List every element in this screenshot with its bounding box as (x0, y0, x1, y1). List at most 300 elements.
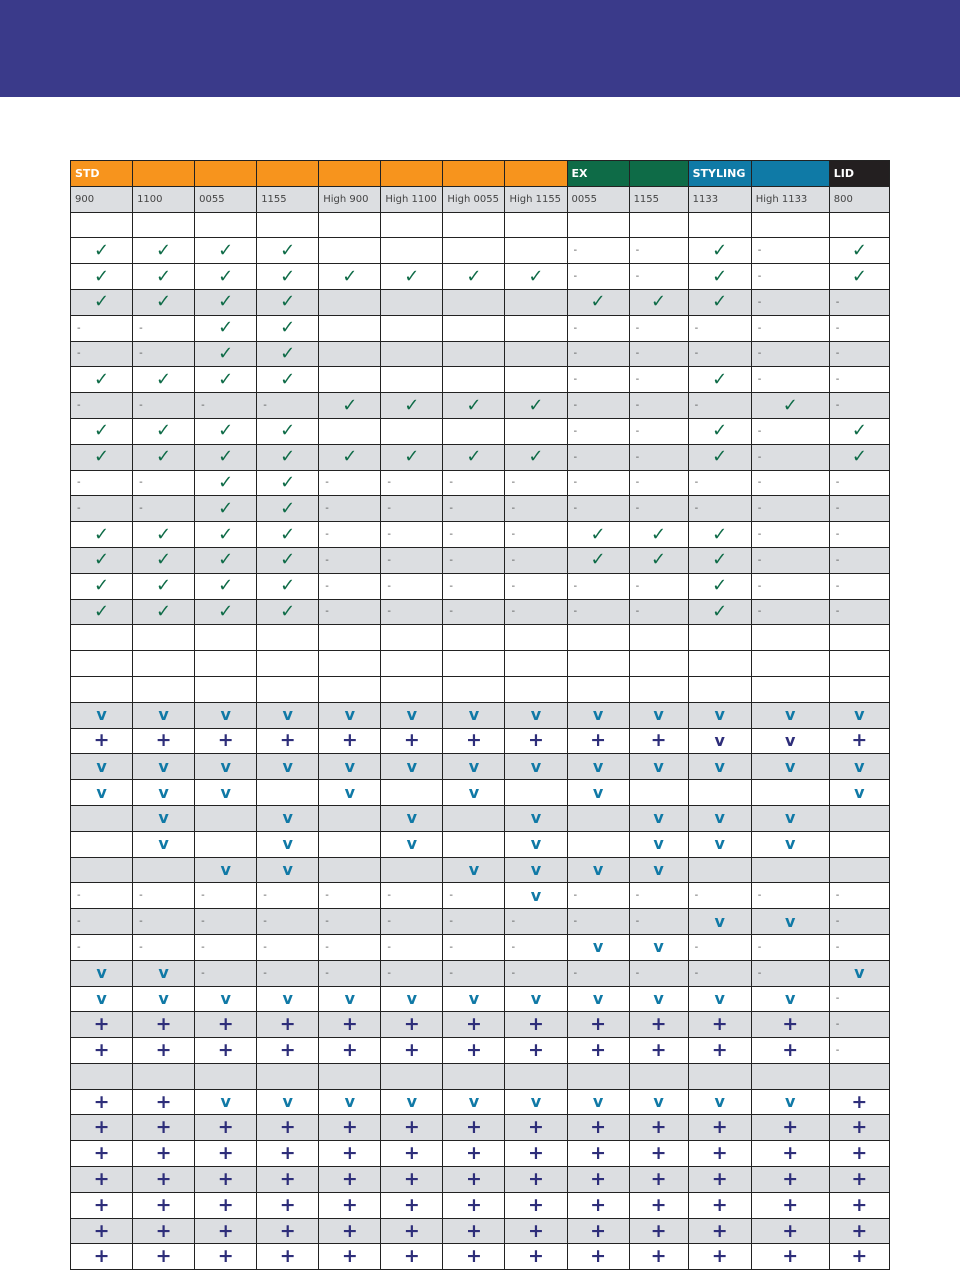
table-cell (133, 754, 195, 780)
dash-mark: - (757, 348, 762, 360)
table-cell (257, 754, 319, 780)
table-cell (133, 393, 195, 419)
table-cell (829, 264, 889, 290)
table-cell (751, 728, 829, 754)
table-cell (751, 444, 829, 470)
table-cell (751, 315, 829, 341)
table-cell (505, 1115, 567, 1141)
table-cell (505, 986, 567, 1012)
table-cell (381, 1218, 443, 1244)
table-cell (443, 1192, 505, 1218)
v-mark-icon: v (653, 705, 664, 725)
table-cell (567, 418, 629, 444)
table-cell (567, 1038, 629, 1064)
table-cell (71, 1063, 133, 1089)
table-cell (195, 547, 257, 573)
table-cell (629, 1063, 688, 1089)
dash-mark: - (694, 400, 699, 412)
table-cell (195, 522, 257, 548)
table-cell (71, 960, 133, 986)
table-cell (688, 728, 751, 754)
check-icon: ✓ (156, 420, 172, 442)
v-mark-icon: v (785, 756, 796, 776)
dash-mark: - (325, 890, 329, 902)
table-cell (505, 1167, 567, 1193)
v-mark-icon: v (854, 705, 865, 725)
check-icon: ✓ (712, 549, 728, 571)
dash-mark: - (694, 348, 699, 360)
check-icon: ✓ (280, 239, 296, 261)
column-header: 1155 (629, 186, 688, 212)
dash-mark: - (573, 967, 578, 979)
check-icon: ✓ (156, 446, 172, 468)
group-header-cell (505, 161, 567, 187)
table-cell (443, 780, 505, 806)
v-mark-icon: v (406, 808, 418, 828)
table-cell (381, 367, 443, 393)
column-header: 1155 (257, 186, 319, 212)
dash-mark: - (573, 271, 578, 283)
table-cell (381, 909, 443, 935)
plus-icon: + (217, 1116, 234, 1139)
table-cell (443, 651, 505, 677)
table-cell (319, 780, 381, 806)
table-cell (688, 1218, 751, 1244)
table-cell (195, 702, 257, 728)
table-cell (688, 1089, 751, 1115)
table-row (71, 960, 890, 986)
table-cell (751, 289, 829, 315)
v-mark-icon: v (785, 808, 796, 828)
table-cell (751, 754, 829, 780)
table-row (71, 805, 890, 831)
table-row (71, 676, 890, 702)
table-cell (829, 393, 889, 419)
table-cell (829, 960, 889, 986)
table-cell (133, 909, 195, 935)
table-cell (71, 780, 133, 806)
table-cell (133, 367, 195, 393)
table-cell (133, 315, 195, 341)
check-icon: ✓ (712, 420, 728, 442)
v-mark-icon: v (530, 808, 542, 828)
table-cell (319, 238, 381, 264)
table-row (71, 1012, 890, 1038)
table-cell (71, 831, 133, 857)
check-icon: ✓ (651, 523, 667, 545)
plus-icon: + (650, 729, 667, 752)
table-cell (319, 341, 381, 367)
table-cell (688, 909, 751, 935)
table-cell (319, 805, 381, 831)
dash-mark: - (449, 529, 453, 541)
dash-mark: - (387, 941, 391, 953)
table-cell (567, 496, 629, 522)
table-cell (257, 1115, 319, 1141)
table-cell (751, 341, 829, 367)
table-cell (629, 651, 688, 677)
table-cell (133, 1038, 195, 1064)
dash-mark: - (635, 890, 640, 902)
table-cell (195, 780, 257, 806)
v-mark-icon: v (592, 988, 604, 1008)
table-cell (829, 496, 889, 522)
plus-icon: + (590, 1167, 606, 1190)
table-cell (688, 599, 751, 625)
dash-mark: - (77, 477, 81, 489)
table-cell (195, 728, 257, 754)
v-mark-icon: v (785, 834, 796, 854)
table-cell (71, 444, 133, 470)
table-cell (319, 393, 381, 419)
dash-mark: - (139, 400, 143, 412)
feature-comparison-table (70, 160, 890, 1270)
table-cell (319, 212, 381, 238)
table-cell (257, 1218, 319, 1244)
plus-icon: + (711, 1013, 728, 1036)
table-cell (688, 1141, 751, 1167)
table-cell (319, 625, 381, 651)
table-cell (829, 934, 889, 960)
check-icon: ✓ (156, 265, 172, 287)
table-cell (629, 289, 688, 315)
table-cell (505, 212, 567, 238)
table-cell (195, 1089, 257, 1115)
table-cell (195, 1244, 257, 1270)
plus-icon: + (403, 1116, 420, 1139)
table-cell (443, 857, 505, 883)
table-cell (567, 780, 629, 806)
dash-mark: - (573, 348, 578, 360)
dash-mark: - (573, 374, 578, 386)
dash-mark: - (835, 529, 840, 541)
v-mark-icon: v (530, 859, 542, 879)
table-cell (195, 1038, 257, 1064)
table-cell (751, 831, 829, 857)
plus-icon: + (528, 1167, 544, 1190)
table-cell (751, 599, 829, 625)
table-cell (751, 1063, 829, 1089)
table-row (71, 1167, 890, 1193)
table-cell (567, 212, 629, 238)
table-cell (443, 986, 505, 1012)
table-cell (381, 1244, 443, 1270)
check-icon: ✓ (404, 446, 420, 468)
table-cell (443, 754, 505, 780)
dash-mark: - (835, 348, 840, 360)
table-cell (567, 444, 629, 470)
v-mark-icon: v (220, 988, 231, 1008)
dash-mark: - (387, 967, 391, 979)
table-cell (319, 599, 381, 625)
table-cell (71, 470, 133, 496)
plus-icon: + (590, 1245, 606, 1268)
check-icon: ✓ (466, 265, 482, 287)
plus-icon: + (403, 1013, 420, 1036)
table-cell (71, 651, 133, 677)
table-row (71, 496, 890, 522)
table-cell (133, 418, 195, 444)
plus-icon: + (341, 1245, 358, 1268)
check-icon: ✓ (851, 420, 867, 442)
table-cell (319, 883, 381, 909)
check-icon: ✓ (466, 446, 482, 468)
table-cell (257, 1063, 319, 1089)
dash-mark: - (635, 477, 640, 489)
table-cell (443, 573, 505, 599)
table-cell (381, 212, 443, 238)
table-cell (257, 470, 319, 496)
table-cell (257, 547, 319, 573)
table-cell (71, 1218, 133, 1244)
table-cell (629, 1012, 688, 1038)
dash-mark: - (511, 606, 516, 618)
table-row (71, 393, 890, 419)
table-cell (751, 393, 829, 419)
table-cell (567, 883, 629, 909)
plus-icon: + (782, 1219, 799, 1242)
table-cell (688, 883, 751, 909)
table-cell (133, 625, 195, 651)
table-cell (629, 522, 688, 548)
plus-icon: + (851, 1167, 868, 1190)
table-cell (319, 728, 381, 754)
table-cell (829, 857, 889, 883)
table-cell (443, 1141, 505, 1167)
table-cell (319, 754, 381, 780)
table-cell (381, 393, 443, 419)
dash-mark: - (835, 322, 840, 334)
v-mark-icon: v (592, 782, 604, 802)
table-cell (505, 599, 567, 625)
table-cell (443, 831, 505, 857)
table-cell (829, 651, 889, 677)
plus-icon: + (341, 1219, 358, 1242)
check-icon: ✓ (342, 394, 358, 416)
table-cell (195, 212, 257, 238)
table-cell (257, 780, 319, 806)
table-cell (505, 522, 567, 548)
plus-icon: + (650, 1193, 667, 1216)
table-row (71, 573, 890, 599)
table-cell (751, 470, 829, 496)
plus-icon: + (590, 729, 606, 752)
table-cell (505, 573, 567, 599)
plus-icon: + (590, 1219, 606, 1242)
v-mark-icon: v (854, 963, 865, 983)
table-cell (505, 1063, 567, 1089)
check-icon: ✓ (93, 420, 110, 442)
table-cell (381, 315, 443, 341)
v-mark-icon: v (653, 1092, 664, 1112)
table-cell (829, 212, 889, 238)
v-mark-icon: v (158, 963, 169, 983)
table-cell (257, 1244, 319, 1270)
table-cell (319, 496, 381, 522)
table-row (71, 444, 890, 470)
v-mark-icon: v (158, 988, 169, 1008)
table-cell (751, 1012, 829, 1038)
table-row (71, 728, 890, 754)
plus-icon: + (155, 1167, 172, 1190)
table-cell (829, 702, 889, 728)
table-cell (688, 393, 751, 419)
table-row (71, 1063, 890, 1089)
dash-mark: - (511, 967, 516, 979)
v-mark-icon: v (406, 756, 418, 776)
table-row (71, 599, 890, 625)
column-header: 900 (71, 186, 133, 212)
dash-mark: - (757, 451, 762, 463)
plus-icon: + (465, 1219, 482, 1242)
table-cell (195, 1141, 257, 1167)
table-cell (751, 418, 829, 444)
table-cell (195, 573, 257, 599)
table-cell (829, 315, 889, 341)
check-icon: ✓ (712, 291, 728, 313)
table-cell (688, 857, 751, 883)
v-mark-icon: v (530, 756, 542, 776)
table-cell (629, 1089, 688, 1115)
table-cell (829, 444, 889, 470)
table-cell (443, 1115, 505, 1141)
dash-mark: - (573, 580, 578, 592)
table-cell (567, 934, 629, 960)
table-cell (567, 573, 629, 599)
table-cell (71, 1192, 133, 1218)
check-icon: ✓ (590, 291, 606, 313)
table-cell (133, 470, 195, 496)
table-cell (319, 1141, 381, 1167)
table-cell (319, 444, 381, 470)
table-cell (629, 754, 688, 780)
table-cell (195, 1115, 257, 1141)
table-cell (443, 1038, 505, 1064)
table-cell (443, 702, 505, 728)
v-mark-icon: v (592, 1092, 604, 1112)
dash-mark: - (573, 245, 578, 257)
table-cell (751, 651, 829, 677)
table-cell (319, 289, 381, 315)
plus-icon: + (528, 1038, 544, 1061)
dash-mark: - (263, 967, 267, 979)
plus-icon: + (590, 1193, 606, 1216)
plus-icon: + (93, 1245, 110, 1268)
table-cell (71, 1141, 133, 1167)
table-cell (443, 289, 505, 315)
v-mark-icon: v (468, 1092, 480, 1112)
table-cell (567, 367, 629, 393)
table-cell (381, 986, 443, 1012)
table-cell (195, 625, 257, 651)
check-icon: ✓ (218, 600, 234, 622)
table-cell (195, 315, 257, 341)
table-cell (751, 547, 829, 573)
table-cell (257, 934, 319, 960)
dash-mark: - (757, 425, 762, 437)
table-cell (443, 599, 505, 625)
dash-mark: - (835, 503, 840, 515)
table-cell (71, 805, 133, 831)
table-cell (319, 573, 381, 599)
dash-mark: - (263, 890, 267, 902)
plus-icon: + (217, 1193, 234, 1216)
table-row (71, 831, 890, 857)
table-cell (319, 651, 381, 677)
table-cell (195, 599, 257, 625)
dash-mark: - (835, 993, 840, 1005)
table-cell (629, 805, 688, 831)
table-cell (381, 470, 443, 496)
v-mark-icon: v (785, 705, 796, 725)
table-cell (133, 522, 195, 548)
dash-mark: - (387, 529, 391, 541)
table-cell (751, 522, 829, 548)
dash-mark: - (325, 606, 329, 618)
table-cell (319, 522, 381, 548)
dash-mark: - (835, 554, 840, 566)
check-icon: ✓ (342, 446, 358, 468)
table-cell (567, 1167, 629, 1193)
table-cell (195, 676, 257, 702)
table-cell (629, 547, 688, 573)
table-cell (133, 1012, 195, 1038)
table-cell (567, 831, 629, 857)
plus-icon: + (93, 1090, 110, 1113)
table-cell (505, 547, 567, 573)
table-cell (257, 831, 319, 857)
table-cell (133, 1141, 195, 1167)
dash-mark: - (835, 400, 840, 412)
dash-mark: - (757, 296, 762, 308)
table-cell (319, 315, 381, 341)
table-cell (133, 289, 195, 315)
table-cell (567, 805, 629, 831)
table-cell (751, 1244, 829, 1270)
table-cell (319, 1089, 381, 1115)
table-row (71, 1192, 890, 1218)
table-cell (567, 599, 629, 625)
table-cell (829, 547, 889, 573)
table-cell (319, 909, 381, 935)
table-row (71, 651, 890, 677)
table-cell (688, 212, 751, 238)
v-mark-icon: v (714, 834, 725, 854)
plus-icon: + (528, 1142, 544, 1165)
dash-mark: - (325, 554, 329, 566)
table-cell (751, 264, 829, 290)
table-cell (751, 573, 829, 599)
group-header-cell (751, 161, 829, 187)
check-icon: ✓ (156, 575, 172, 597)
table-cell (443, 367, 505, 393)
table-cell (443, 547, 505, 573)
table-cell (71, 1089, 133, 1115)
table-cell (751, 1192, 829, 1218)
check-icon: ✓ (712, 523, 728, 545)
table-cell (751, 1089, 829, 1115)
check-icon: ✓ (782, 394, 798, 416)
plus-icon: + (341, 729, 358, 752)
table-row (71, 909, 890, 935)
v-mark-icon: v (344, 988, 355, 1008)
table-cell (688, 547, 751, 573)
table-cell (829, 522, 889, 548)
table-cell (443, 1218, 505, 1244)
group-header-cell: STYLING (688, 161, 751, 187)
table-cell (505, 1218, 567, 1244)
v-mark-icon: v (714, 808, 725, 828)
